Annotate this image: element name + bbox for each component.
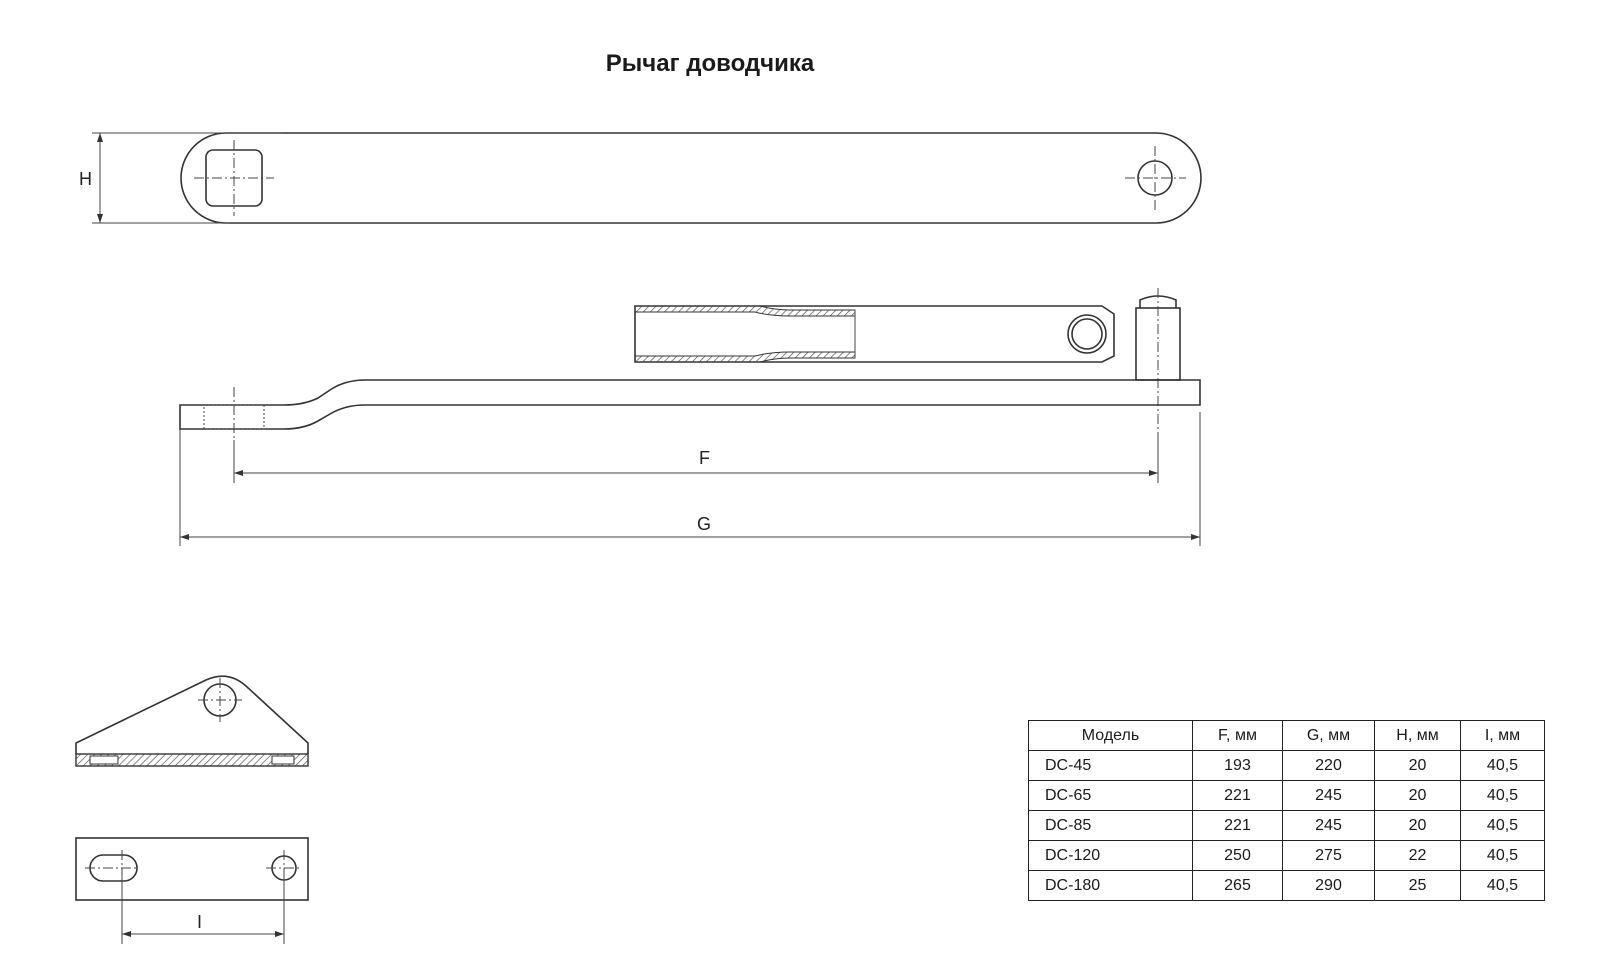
dimension-f (234, 440, 1158, 483)
dimension-f-label: F (699, 448, 710, 468)
cell-i: 40,5 (1461, 781, 1545, 811)
cell-g: 290 (1283, 871, 1375, 901)
cell-i: 40,5 (1461, 751, 1545, 781)
cell-h: 25 (1375, 871, 1461, 901)
header-i: I, мм (1461, 721, 1545, 751)
cell-f: 193 (1193, 751, 1283, 781)
cell-h: 20 (1375, 781, 1461, 811)
cell-f: 250 (1193, 841, 1283, 871)
cell-f: 221 (1193, 811, 1283, 841)
cell-f: 221 (1193, 781, 1283, 811)
dimension-g-label: G (697, 514, 712, 534)
cell-i: 40,5 (1461, 871, 1545, 901)
cell-model: DC-85 (1029, 811, 1193, 841)
bracket-side-view (76, 676, 308, 766)
header-model: Модель (1029, 721, 1193, 751)
arm-side-view (180, 288, 1200, 460)
cell-model: DC-65 (1029, 781, 1193, 811)
table-row (1029, 871, 1545, 901)
specs-table (1028, 720, 1545, 901)
cell-g: 275 (1283, 841, 1375, 871)
cell-h: 20 (1375, 811, 1461, 841)
table-header-row (1029, 721, 1545, 751)
cell-model: DC-45 (1029, 751, 1193, 781)
page-title: Рычаг доводчика (605, 50, 815, 77)
table-row (1029, 781, 1545, 811)
table-row (1029, 751, 1545, 781)
header-f: F, мм (1193, 721, 1283, 751)
header-g: G, мм (1283, 721, 1375, 751)
dimension-h-label: H (79, 169, 92, 189)
header-h: H, мм (1375, 721, 1461, 751)
cell-f: 265 (1193, 871, 1283, 901)
table-row (1029, 811, 1545, 841)
cell-model: DC-180 (1029, 871, 1193, 901)
arm-top-view (181, 133, 1201, 223)
cell-model: DC-120 (1029, 841, 1193, 871)
dimension-g (180, 412, 1200, 546)
cell-g: 245 (1283, 781, 1375, 811)
dimension-i (122, 878, 284, 944)
dimension-i-label: I (197, 912, 203, 932)
cell-i: 40,5 (1461, 841, 1545, 871)
cell-h: 22 (1375, 841, 1461, 871)
cell-i: 40,5 (1461, 811, 1545, 841)
bracket-top-view (76, 838, 308, 900)
cell-h: 20 (1375, 751, 1461, 781)
cell-g: 245 (1283, 811, 1375, 841)
cell-g: 220 (1283, 751, 1375, 781)
table-row (1029, 841, 1545, 871)
